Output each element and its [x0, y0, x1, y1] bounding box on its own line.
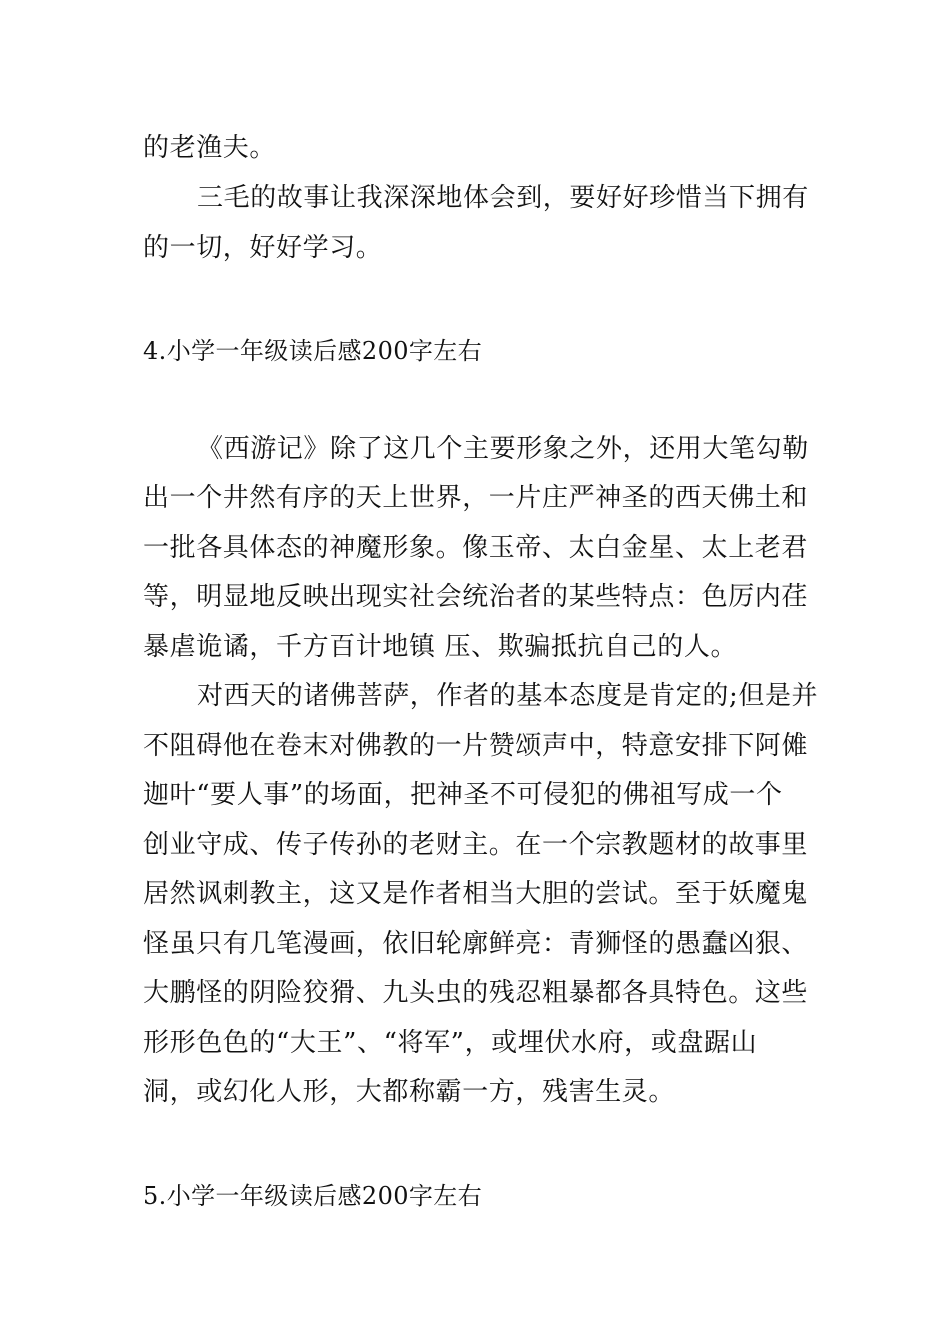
text-line: 的老渔夫。 [143, 133, 277, 163]
text-line: 形形色色的“大王”、“将军”，或埋伏水府，或盘踞山 [143, 1028, 758, 1058]
paragraph-first-line: 三毛的故事让我深深地体会到，要好好珍惜当下拥有 [197, 183, 809, 213]
text-line: 的一切，好好学习。 [143, 233, 383, 263]
section-heading-4: 4.小学一年级读后感200字左右 [143, 337, 483, 365]
text-line: 洞，或幻化人形，大都称霸一方，残害生灵。 [143, 1077, 676, 1107]
text-line: 怪虽只有几笔漫画，依旧轮廓鲜亮：青狮怪的愚蠢凶狠、 [143, 929, 809, 959]
text-line: 等，明显地反映出现实社会统治者的某些特点：色厉内荏 [143, 582, 809, 612]
section-heading-5: 5.小学一年级读后感200字左右 [143, 1182, 483, 1210]
text-line: 大鹏怪的阴险狡猾、九头虫的残忍粗暴都各具特色。这些 [143, 978, 809, 1008]
text-line: 不阻碍他在卷末对佛教的一片赞颂声中，特意安排下阿傩 [143, 731, 809, 761]
paragraph-first-line: 对西天的诸佛菩萨，作者的基本态度是肯定的;但是并 [197, 681, 819, 711]
paragraph-first-line: 《西游记》除了这几个主要形象之外，还用大笔勾勒 [197, 434, 809, 464]
text-line: 暴虐诡谲，千方百计地镇 压、欺骗抵抗自己的人。 [143, 632, 738, 662]
text-line: 居然讽刺教主，这又是作者相当大胆的尝试。至于妖魔鬼 [143, 879, 809, 909]
text-line: 创业守成、传子传孙的老财主。在一个宗教题材的故事里 [143, 830, 809, 860]
text-line: 一批各具体态的神魔形象。像玉帝、太白金星、太上老君 [143, 533, 809, 563]
text-line: 迦叶“要人事”的场面，把神圣不可侵犯的佛祖写成一个 [143, 780, 783, 810]
text-line: 出一个井然有序的天上世界，一片庄严神圣的西天佛土和 [143, 483, 809, 513]
